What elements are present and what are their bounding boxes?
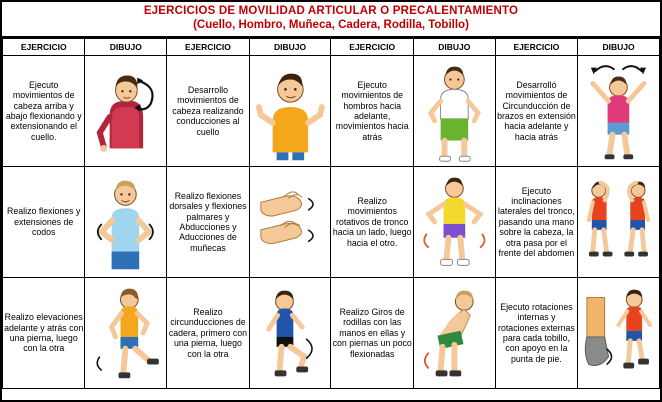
exercise-drawing	[413, 167, 495, 278]
exercise-text: Desarrolló movimientos de Circunducción de brazos en extensión hacia adelante y hacia atrás	[495, 56, 577, 167]
exercise-drawing	[413, 56, 495, 167]
exercise-table	[2, 38, 660, 389]
exercise-drawing	[413, 278, 495, 389]
title-line-2: (Cuello, Hombro, Muñeca, Cadera, Rodilla, Tobillo)	[193, 19, 469, 31]
exercise-drawing	[85, 56, 167, 167]
lateral-trunk-bend-figure	[579, 168, 658, 276]
header-dibujo-4: DIBUJO	[578, 39, 660, 56]
exercise-drawing	[578, 278, 660, 389]
ankle-rotation-figure	[579, 279, 658, 387]
table-header-row	[3, 39, 660, 56]
exercise-text: Ejecuto inclinaciones laterales del tronco, pasando una mano sobre la cabeza, la otra pasa por el frente del abdomen	[495, 167, 577, 278]
exercise-text: Desarrollo movimientos de cabeza realizando conducciones al cuello	[167, 56, 249, 167]
exercise-text: Ejecuto movimientos de hombros hacia adelante, movimientos hacia atrás	[331, 56, 413, 167]
exercise-text: Realizo flexiones y extensiones de codos	[3, 167, 85, 278]
exercise-drawing	[85, 167, 167, 278]
header-dibujo-3: DIBUJO	[413, 39, 495, 56]
exercise-drawing	[578, 167, 660, 278]
exercise-drawing	[85, 278, 167, 389]
hip-circumduction-figure	[251, 279, 330, 387]
arm-circumduction-figure	[579, 57, 658, 165]
exercise-drawing	[249, 56, 331, 167]
exercise-drawing	[249, 167, 331, 278]
table-row	[3, 167, 660, 278]
table-row	[3, 278, 660, 389]
knee-rotation-figure	[415, 279, 494, 387]
exercise-text: Realizo elevaciones adelante y atrás con una pierna, luego con la otra	[3, 278, 85, 389]
title-line-1: EJERCICIOS DE MOVILIDAD ARTICULAR O PRECALENTAMIENTO	[143, 5, 519, 17]
neck-rotation-figure	[251, 57, 330, 165]
elbow-flexion-extension-figure	[86, 168, 165, 276]
header-dibujo-2: DIBUJO	[249, 39, 331, 56]
exercise-text: Ejecuto rotaciones internas y rotaciones externas para cada tobillo, con apoyo en la punta de pie.	[495, 278, 577, 389]
exercise-text: Realizo movimientos rotativos de tronco hacia un lado, luego hacia el otro.	[331, 167, 413, 278]
exercise-text: Realizo Giros de rodillas con las manos en ellas y con piernas un poco flexionadas	[331, 278, 413, 389]
page-title	[2, 2, 660, 38]
exercise-drawing	[578, 56, 660, 167]
header-dibujo-1: DIBUJO	[85, 39, 167, 56]
exercise-text: Realizo flexiones dorsales y flexiones palmares y Abducciones y Aducciones de muñecas	[167, 167, 249, 278]
header-ejercicio-1: EJERCICIO	[3, 39, 85, 56]
wrist-flexion-figure	[251, 168, 330, 276]
table-row	[3, 56, 660, 167]
exercise-drawing	[249, 278, 331, 389]
exercise-text: Ejecuto movimientos de cabeza arriba y abajo flexionando y extensionando el cuello.	[3, 56, 85, 167]
header-ejercicio-3: EJERCICIO	[331, 39, 413, 56]
neck-flexion-extension-figure	[86, 57, 165, 165]
header-ejercicio-4: EJERCICIO	[495, 39, 577, 56]
leg-swing-figure	[86, 279, 165, 387]
trunk-rotation-figure	[415, 168, 494, 276]
shoulder-forward-back-figure	[415, 57, 494, 165]
exercise-text: Realizo circunducciones de cadera, primero con una pierna, luego con la otra	[167, 278, 249, 389]
header-ejercicio-2: EJERCICIO	[167, 39, 249, 56]
